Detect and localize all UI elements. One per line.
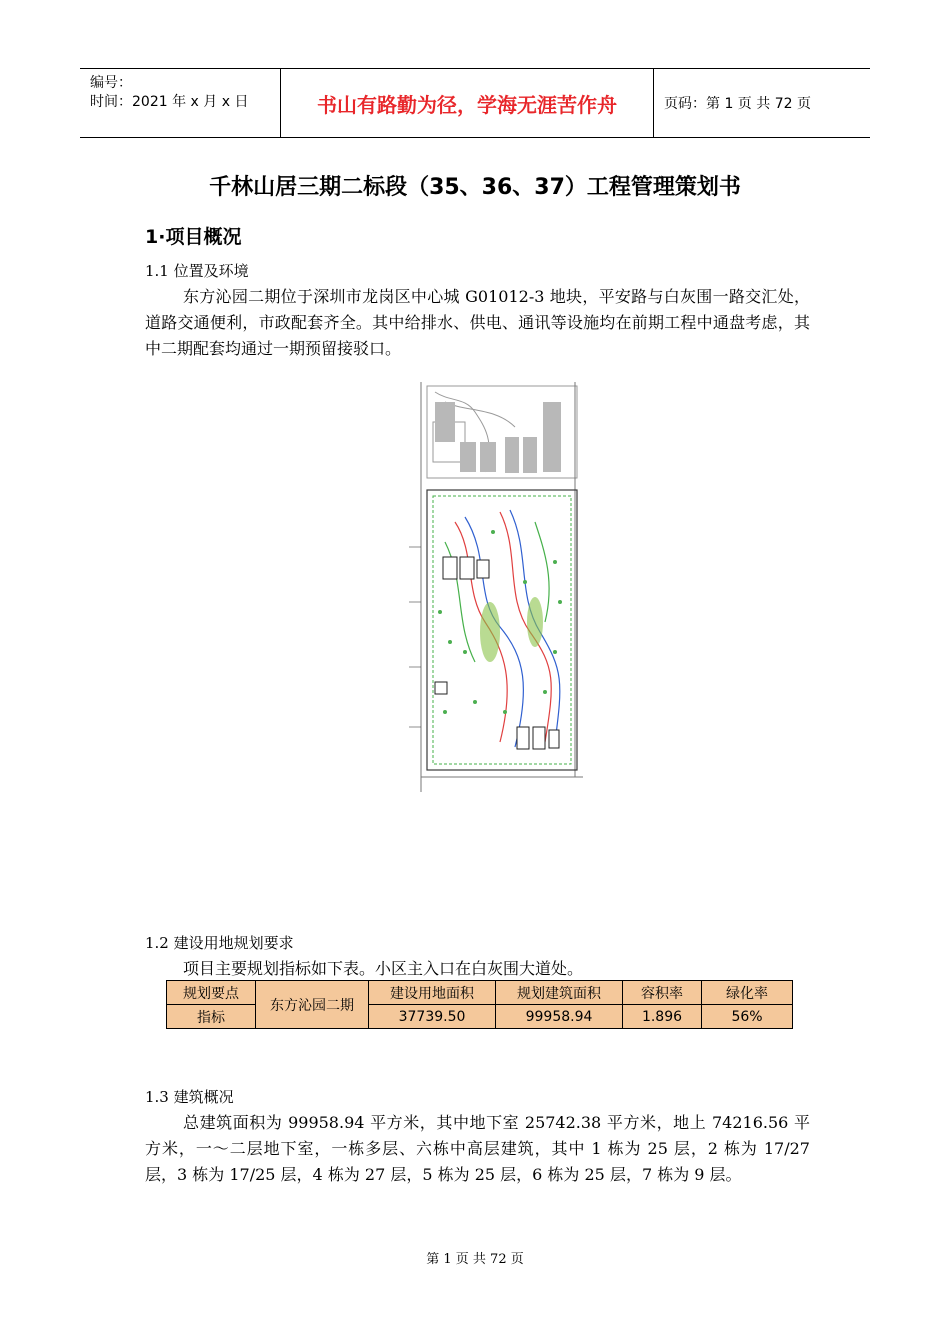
time-label: 时间：2021 年 x 月 x 日 [90, 94, 249, 110]
planning-table [166, 980, 793, 1029]
col-header-land-area: 建设用地面积 [369, 981, 496, 1005]
number-label: 编号： [90, 75, 132, 91]
site-plan-image [405, 382, 583, 798]
value-building-area: 99958.94 [496, 1005, 623, 1029]
page-footer: 第 1 页 共 72 页 [426, 1252, 524, 1267]
section-heading: 1·项目概况 [145, 226, 242, 248]
header-meta-cell [80, 69, 281, 137]
col-header-green-rate: 绿化率 [702, 981, 793, 1005]
subsection-1-1-text: 东方沁园二期位于深圳市龙岗区中心城 G01012-3 地块，平安路与白灰围一路交汇处，道路交通便利，市政配套齐全。其中给排水、供电、通讯等设施均在前期工程中通盘考虑，其中二期配套均通过一期预留接驳口。 [145, 287, 810, 358]
subsection-1-2-title: 1.2 建设用地规划要求 [145, 934, 294, 952]
header-table [80, 68, 870, 138]
value-far: 1.896 [623, 1005, 702, 1029]
subsection-1-1-title: 1.1 位置及环境 [145, 262, 249, 280]
col-header-far: 容积率 [623, 981, 702, 1005]
col-header-building-area: 规划建筑面积 [496, 981, 623, 1005]
value-land-area: 37739.50 [369, 1005, 496, 1029]
motto: 书山有路勤为径，学海无涯苦作舟 [281, 69, 654, 137]
row-header-bottom: 指标 [167, 1005, 256, 1029]
subsection-1-3-text: 总建筑面积为 99958.94 平方米，其中地下室 25742.38 平方米，地上 74216.56 平方米，一～二层地下室，一栋多层、六栋中高层建筑，其中 1 栋为 25 层，2 栋为 17/27 层，3 栋为 17/25 层，4 栋为 27 层，5 栋为 25 层，6 栋为 25 层，7 栋为 9 层。 [145, 1113, 810, 1184]
value-green-rate: 56% [702, 1005, 793, 1029]
subsection-1-3-title: 1.3 建筑概况 [145, 1088, 234, 1106]
row-header-top: 规划要点 [167, 981, 256, 1005]
page-info: 页码：第 1 页 共 72 页 [664, 96, 811, 112]
document-title: 千林山居三期二标段（35、36、37）工程管理策划书 [209, 175, 741, 200]
project-cell: 东方沁园二期 [256, 981, 369, 1029]
subsection-1-2-text: 项目主要规划指标如下表。小区主入口在白灰围大道处。 [183, 959, 584, 978]
